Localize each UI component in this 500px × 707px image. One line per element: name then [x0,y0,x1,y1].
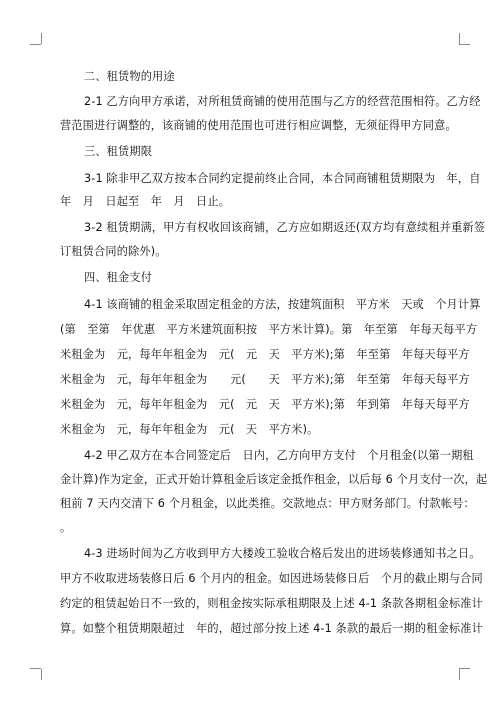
section-heading-rent [60,271,446,285]
clause-2-1 [60,95,481,133]
crop-mark-bottom-right-v [459,669,460,680]
text-line: 4-1 该商铺的租金采取固定租金的方法，按建筑面积 平方米 天或 个月计算 [84,298,481,311]
text-line: 3-2 租赁期满，甲方有权收回该商铺，乙方应如期返还(双方均有意续租并重新签 [84,221,486,234]
text-line: 四、租金支付 [84,271,153,284]
text-line: 4-3 进场时间为乙方收到甲方大楼竣工验收合格后发出的进场装修通知书之日。 [84,547,481,560]
crop-mark-top-right-v [459,33,460,44]
section-heading-usage [60,70,446,84]
clause-4-2 [60,449,488,535]
text-line: 三、租赁期限 [84,145,153,158]
text-line: 3-1 除非甲乙双方按本合同约定提前终止合同，本合同商铺租赁期限为 年，自 [84,172,481,185]
text-line: 二、租赁物的用途 [84,70,175,83]
crop-mark-bottom-left-v [41,669,42,680]
text-line: 算。如整个租赁期限超过 年的，超过部分按上述 4-1 条款的最后一期的租金标准计 [60,622,483,635]
text-line: 米租金为 元，每年年租金为 元( 天 平方米);第 年至第 年每天每平方 [60,373,470,386]
section-heading-term [60,145,446,159]
text-line: (第 至第 年优惠 平方米建筑面积按 平方米计算)。第 年至第 年每天每平方 [60,323,478,336]
text-line: 租前 7 天内交清下 6 个月租金，以此类推。交款地点：甲方财务部门。付款帐号： [60,497,475,510]
crop-mark-top-left-v [41,33,42,44]
text-line: 约定的租赁起始日不一致的，则租金按实际承租期限及上述 4-1 条款各期租金标准计 [60,597,483,610]
clause-4-3 [60,547,483,636]
clause-3-1 [60,172,481,209]
text-line: 2-1 乙方向甲方承诺，对所租赁商铺的使用范围与乙方的经营范围相符。乙方经 [84,95,481,108]
text-line: 金计算)作为定金，正式开始计算租金后该定金抵作租金，以后每 6 个月支付一次，起 [60,473,488,486]
text-line: 米租金为 元，每年年租金为 元( 元 天 平方米);第 年至第 年每天每平方 [60,348,470,361]
text-line: 甲方不收取进场装修日后 6 个月内的租金。如因进场装修日后 个月的截止期与合同 [60,572,483,585]
crop-mark-top-left-h [30,44,41,45]
crop-mark-bottom-left-h [30,668,41,669]
text-line: 年 月 日起至 年 月 日止。 [60,195,231,208]
document-body [60,60,488,636]
clause-3-2 [60,221,486,259]
text-line: 4-2 甲乙双方在本合同签定后 日内，乙方向甲方支付 个月租金(以第一期租 [84,449,474,462]
text-line: 订租赁合同的除外)。 [60,245,167,258]
text-line: 米租金为 元，每年年租金为 元( 天 平方米)。 [60,423,319,436]
clause-4-1 [60,298,481,437]
crop-mark-top-right-h [459,44,470,45]
text-line: 米租金为 元，每年年租金为 元( 元 天 平方米);第 年到第 年每天每平方 [60,398,470,411]
text-line: 。 [60,521,72,534]
crop-mark-bottom-right-h [459,668,470,669]
text-line: 营范围进行调整的，该商铺的使用范围也可进行相应调整，无须征得甲方同意。 [60,119,457,132]
